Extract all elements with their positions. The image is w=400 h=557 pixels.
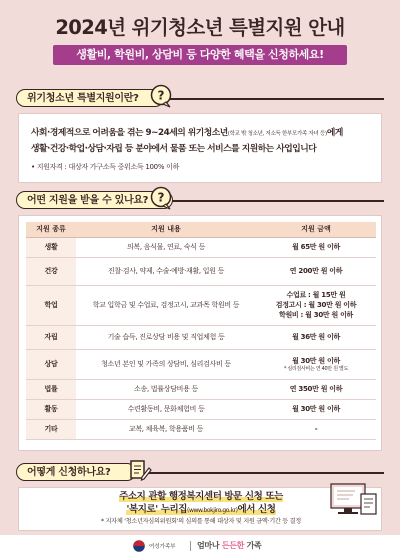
slogan-highlight: 든든한 — [221, 541, 245, 550]
amount-note: * 심리검사비는 연 40만 원 별도 — [283, 365, 349, 372]
application-text-end: 에서 신청 — [237, 504, 276, 515]
section-title: 어떤 지원을 받을 수 있나요? — [16, 191, 173, 209]
table-row — [26, 237, 376, 257]
svg-text:?: ? — [157, 190, 165, 205]
amount-line: 검정고시 : 월 30만 원 이하 — [275, 301, 357, 309]
section-heading-apply — [16, 463, 384, 481]
document-pencil-icon — [126, 457, 152, 483]
table-row — [26, 379, 376, 399]
amount-line: 연 350만 원 이하 — [289, 385, 343, 393]
amount-line: 수업료 : 월 15만 원 — [286, 291, 346, 299]
amount-line: 월 30만 원 이하 — [292, 356, 340, 365]
support-amount — [256, 399, 376, 419]
amount-line: 학원비 : 월 30만 원 이하 — [278, 311, 354, 319]
support-content: 교복, 체육복, 학용품비 등 — [76, 419, 256, 439]
page-title: 2024년 위기청소년 특별지원 안내 — [55, 16, 345, 39]
section-divider — [166, 200, 384, 202]
bokjiro-label: '복지로' 누리집 — [126, 504, 188, 515]
slogan-text: 가족 — [244, 541, 262, 550]
table-row — [26, 257, 376, 285]
support-content: 기술 습득, 진로상담 비용 및 직업체험 등 — [76, 325, 256, 349]
description-text: 사회·경제적으로 어려움을 겪는 9~24세의 위기청소년 — [31, 128, 228, 138]
table-row — [26, 419, 376, 439]
slogan-text: 엄마나 — [197, 541, 222, 550]
computer-form-illustration — [329, 480, 379, 524]
support-content: 진찰·검사, 약제, 수술·예방·재활, 입원 등 — [76, 257, 256, 285]
amount-line: 월 36만 원 이하 — [292, 333, 340, 341]
support-category: 건강 — [26, 257, 76, 285]
support-amount — [256, 237, 376, 257]
support-table — [26, 222, 376, 440]
amount-line: 연 200만 원 이하 — [289, 267, 343, 275]
section-divider — [146, 472, 384, 474]
section-title: 어떻게 신청하나요? — [16, 463, 136, 481]
support-amount — [256, 257, 376, 285]
description-text: 에게 — [326, 128, 343, 138]
support-category: 자립 — [26, 325, 76, 349]
section-divider — [166, 98, 384, 100]
application-note: * 지자체 '청소년자심의위원회'의 심의를 통해 대상자 및 지원 금액·기간 등 결정 — [101, 518, 301, 525]
section-heading-what — [16, 89, 384, 107]
support-content: 학교 입학금 및 수업료, 검정고시, 교과목 학원비 등 — [76, 285, 256, 325]
amount-line: 월 30만 원 이하 — [292, 405, 340, 413]
support-amount — [256, 285, 376, 325]
program-description-card — [18, 113, 382, 183]
program-description — [31, 126, 377, 157]
table-header: 지원 금액 — [256, 222, 376, 237]
footer-slogan — [197, 540, 261, 551]
description-text: 생활·건강·학업·상담·자립 등 분야에서 물품 또는 서비스를 지원하는 사업입니다 — [31, 144, 317, 154]
support-category: 기타 — [26, 419, 76, 439]
amount-line: 월 65만 원 이하 — [292, 243, 340, 251]
question-bubble-icon — [148, 185, 174, 211]
section-heading-support — [16, 191, 384, 209]
table-row — [26, 325, 376, 349]
support-category: 학업 — [26, 285, 76, 325]
svg-text:?: ? — [157, 88, 165, 103]
section-title: 위기청소년 특별지원이란? — [16, 89, 164, 107]
table-row — [26, 399, 376, 419]
table-header-row — [26, 222, 376, 237]
application-text — [126, 504, 275, 515]
support-content: 의복, 음식물, 연료, 숙식 등 — [76, 237, 256, 257]
description-note: (학교 밖 청소년, 저소득 한부모가족 자녀 등) — [227, 131, 327, 137]
footer-divider — [190, 541, 191, 551]
table-header: 지원 내용 — [76, 222, 256, 237]
government-emblem-icon — [133, 540, 145, 552]
amount-line: - — [314, 425, 318, 433]
ministry-name: 여성가족부 — [149, 544, 176, 550]
question-bubble-icon — [148, 83, 174, 109]
footer — [0, 535, 400, 557]
support-amount — [256, 325, 376, 349]
support-content: 소송, 법률상담비용 등 — [76, 379, 256, 399]
table-row — [26, 285, 376, 325]
bokjiro-url[interactable]: (www.bokjiro.go.kr) — [187, 507, 238, 514]
support-category: 생활 — [26, 237, 76, 257]
table-header: 지원 종류 — [26, 222, 76, 237]
support-category: 활동 — [26, 399, 76, 419]
support-table-card — [18, 215, 382, 451]
application-card — [18, 487, 382, 531]
support-amount — [256, 419, 376, 439]
eligibility-criteria: • 지원자격 : 대상자 가구소득 중위소득 100% 이하 — [31, 163, 180, 171]
support-category: 상담 — [26, 349, 76, 379]
subtitle-banner: 생활비, 학원비, 상담비 등 다양한 혜택을 신청하세요! — [53, 45, 347, 65]
support-content: 청소년 본인 및 가족의 상담비, 심리검사비 등 — [76, 349, 256, 379]
table-row — [26, 349, 376, 379]
application-text: 주소지 관할 행정복지센터 방문 신청 또는 — [119, 491, 283, 502]
support-amount — [256, 349, 376, 379]
support-category: 법률 — [26, 379, 76, 399]
support-content: 수련활동비, 문화체험비 등 — [76, 399, 256, 419]
support-amount — [256, 379, 376, 399]
